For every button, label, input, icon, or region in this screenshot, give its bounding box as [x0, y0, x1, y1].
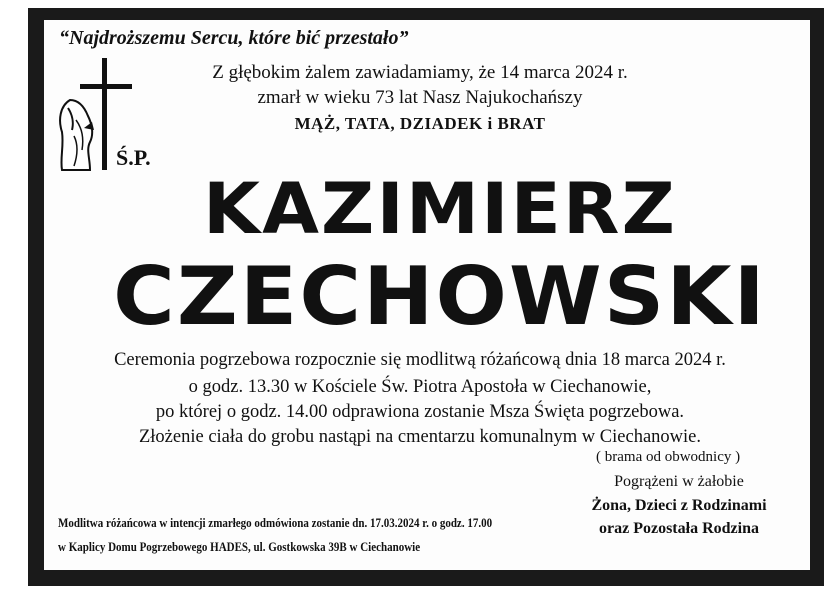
- mourners-intro: Pogrążeni w żałobie: [614, 473, 744, 490]
- mourners-line-2: oraz Pozostała Rodzina: [599, 520, 759, 537]
- announcement-line-2: zmarł w wieku 73 lat Nasz Najukochańszy: [257, 87, 583, 108]
- mourners-line-1: Żona, Dzieci z Rodzinami: [591, 497, 767, 514]
- announcement-line-1: Z głębokim żalem zawiadamiamy, że 14 marca 2024 r.: [212, 62, 628, 83]
- motto: “Najdroższemu Sercu, które bić przestało”: [59, 27, 409, 49]
- family-relations: MĄŻ, TATA, DZIADEK i BRAT: [294, 114, 546, 133]
- footer-line-1: Modlitwa różańcowa w intencji zmarłego odmówiona zostanie dn. 17.03.2024 r. o godz. 17.00: [58, 516, 493, 530]
- footer-line-2: w Kaplicy Domu Pogrzebowego HADES, ul. Gostkowska 39B w Ciechanowie: [58, 540, 421, 554]
- deceased-last-name: CZECHOWSKI: [113, 250, 767, 343]
- ceremony-line-3: po której o godz. 14.00 odprawiona zostanie Msza Święta pogrzebowa.: [155, 402, 685, 422]
- ceremony-line-1: Ceremonia pogrzebowa rozpocznie się modlitwą różańcową dnia 18 marca 2024 r.: [114, 350, 726, 370]
- prefix-label: Ś.P.: [116, 145, 151, 170]
- ceremony-line-4: Złożenie ciała do grobu nastąpi na cmentarzu komunalnym w Ciechanowie.: [138, 427, 701, 447]
- ceremony-line-2: o godz. 13.30 w Kościele Św. Piotra Apostoła w Ciechanowie,: [188, 377, 652, 397]
- gate-note: ( brama od obwodnicy ): [596, 449, 741, 465]
- deceased-first-name: KAZIMIERZ: [203, 168, 677, 250]
